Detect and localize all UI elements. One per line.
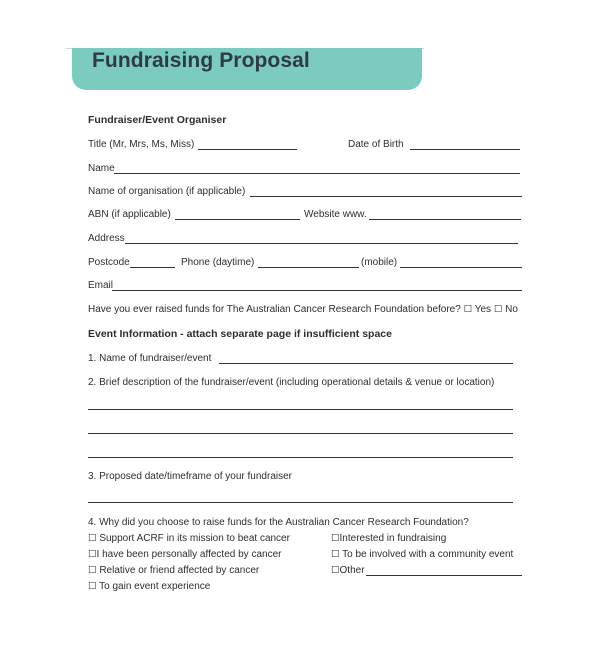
dob-field[interactable]	[410, 149, 520, 150]
header-banner	[72, 48, 422, 90]
address-field[interactable]	[125, 243, 518, 244]
address-label: Address	[88, 233, 125, 244]
name-label: Name	[88, 163, 115, 174]
option-relative-affected	[88, 565, 259, 577]
option-support-acrf	[88, 533, 290, 545]
q1-field[interactable]	[219, 363, 513, 364]
q1-label: 1. Name of fundraiser/event	[88, 353, 212, 364]
checkbox[interactable]: ☐	[88, 533, 97, 544]
option-label: I have been personally affected by cancer	[96, 549, 282, 560]
option-label: To gain event experience	[99, 581, 211, 592]
title-label: Title (Mr, Mrs, Ms, Miss)	[88, 139, 195, 150]
organiser-heading: Fundraiser/Event Organiser	[88, 114, 227, 126]
no-label: No	[505, 304, 518, 315]
option-other	[331, 565, 365, 577]
option-label: Relative or friend affected by cancer	[99, 565, 260, 576]
postcode-field[interactable]	[130, 267, 175, 268]
option-label: Other	[339, 565, 365, 576]
checkbox[interactable]: ☐	[331, 549, 340, 560]
postcode-label: Postcode	[88, 257, 130, 268]
yes-label: Yes	[474, 304, 492, 315]
organisation-label: Name of organisation (if applicable)	[88, 186, 246, 197]
option-event-experience	[88, 581, 210, 593]
checkbox[interactable]: ☐	[88, 565, 97, 576]
website-label: Website www.	[304, 209, 367, 220]
option-community-event	[331, 549, 513, 561]
abn-label: ABN (if applicable)	[88, 209, 171, 220]
option-interested-fundraising	[331, 533, 446, 545]
checkbox[interactable]: ☐	[331, 533, 340, 544]
page-title: Fundraising Proposal	[92, 49, 310, 72]
yes-checkbox[interactable]: ☐	[463, 304, 473, 315]
q4-label: 4. Why did you choose to raise funds for the Australian Cancer Research Foundation?	[88, 517, 469, 528]
website-field[interactable]	[369, 219, 521, 220]
option-label: Interested in fundraising	[339, 533, 447, 544]
email-label: Email	[88, 280, 114, 291]
option-label: Support ACRF in its mission to beat cancer	[99, 533, 290, 544]
organisation-field[interactable]	[250, 196, 522, 197]
checkbox[interactable]: ☐	[331, 565, 340, 576]
event-heading: Event Information - attach separate page if insufficient space	[88, 328, 392, 340]
checkbox[interactable]: ☐	[88, 549, 97, 560]
q2-line-2[interactable]	[88, 433, 513, 434]
phone-field[interactable]	[258, 267, 359, 268]
dob-label: Date of Birth	[348, 139, 404, 150]
q3-field[interactable]	[88, 502, 513, 503]
other-field[interactable]	[366, 575, 522, 576]
raised-question-text: Have you ever raised funds for The Australian Cancer Research Foundation before?	[88, 304, 461, 315]
title-field[interactable]	[198, 149, 297, 150]
q3-label: 3. Proposed date/timeframe of your fundraiser	[88, 471, 292, 482]
option-personally-affected	[88, 549, 281, 561]
q2-line-3[interactable]	[88, 457, 513, 458]
checkbox[interactable]: ☐	[88, 581, 97, 592]
mobile-label: (mobile)	[361, 257, 398, 268]
q2-label: 2. Brief description of the fundraiser/event (including operational details & venue or location)	[88, 377, 495, 388]
option-label: To be involved with a community event	[342, 549, 514, 560]
abn-field[interactable]	[175, 219, 300, 220]
no-checkbox[interactable]: ☐	[493, 304, 503, 315]
email-field[interactable]	[112, 290, 522, 291]
q2-line-1[interactable]	[88, 409, 513, 410]
raised-question	[88, 304, 518, 316]
phone-label: Phone (daytime)	[181, 257, 255, 268]
mobile-field[interactable]	[400, 267, 522, 268]
name-field[interactable]	[114, 173, 520, 174]
